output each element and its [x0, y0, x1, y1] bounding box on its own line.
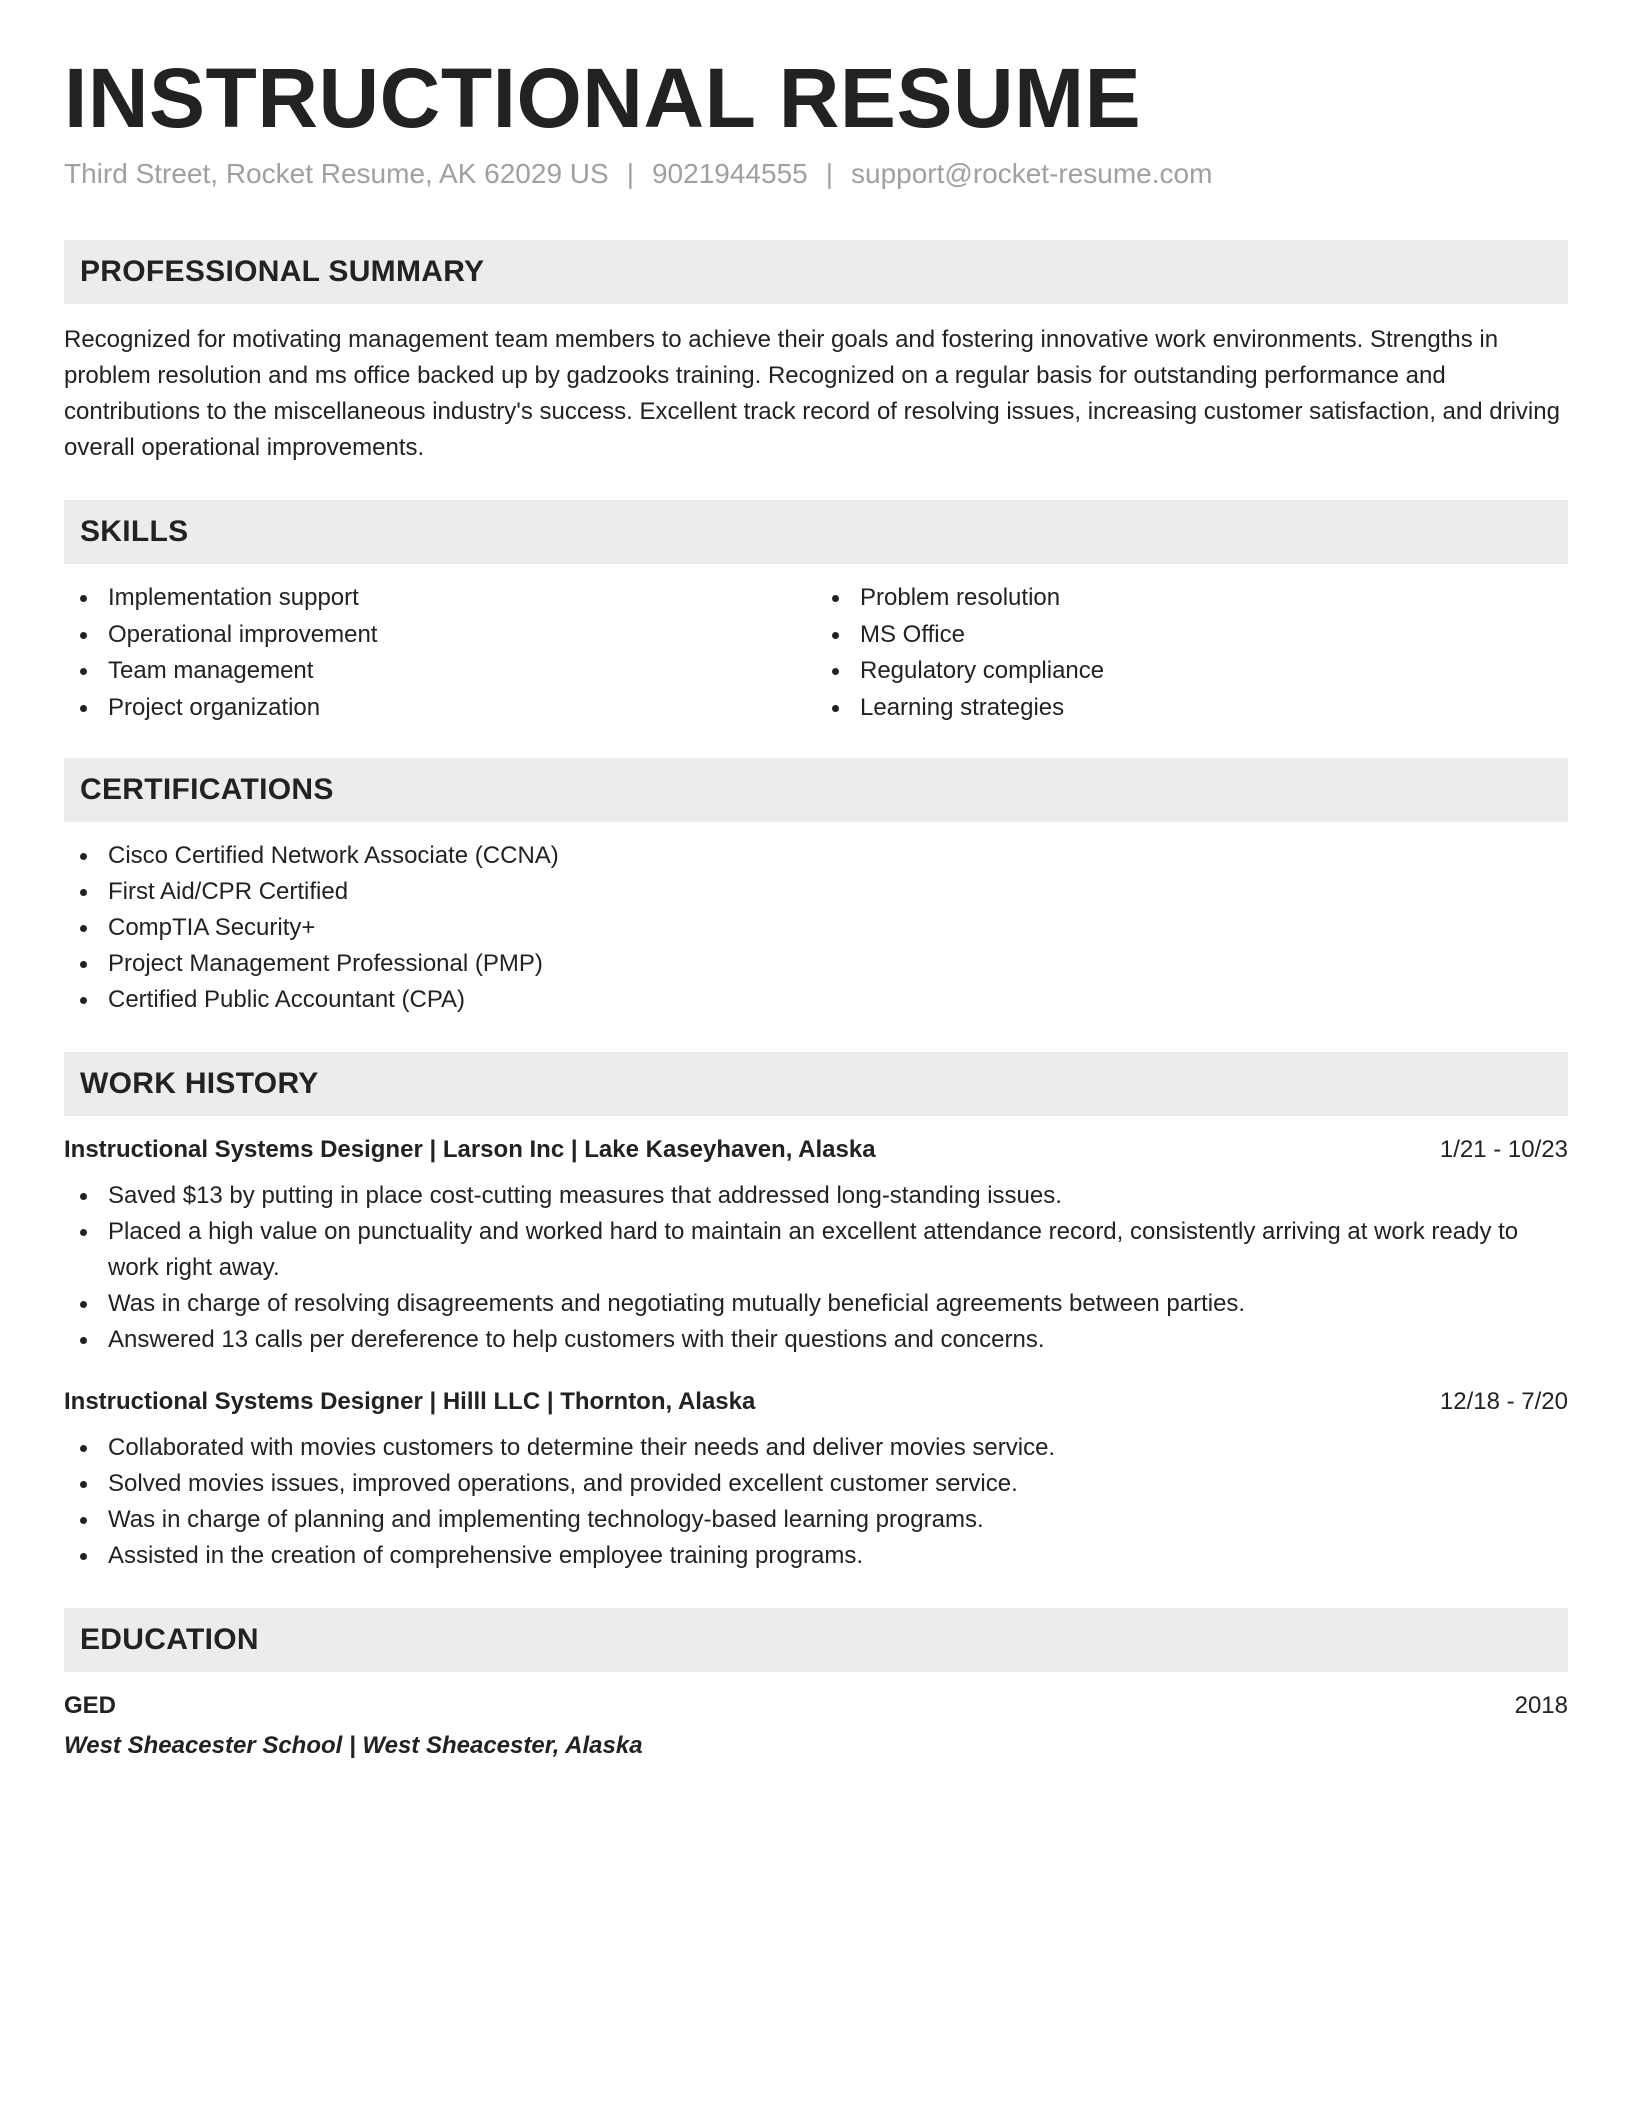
- job-bullet: Answered 13 calls per dereference to help customers with their questions and concerns.: [64, 1322, 1568, 1358]
- contact-email: support@rocket-resume.com: [851, 158, 1213, 190]
- skill-item: Regulatory compliance: [816, 653, 1568, 690]
- education-heading: EDUCATION: [80, 1623, 259, 1657]
- job-bullet: Collaborated with movies customers to determine their needs and deliver movies service.: [64, 1430, 1568, 1466]
- education-section-header: [64, 1608, 1568, 1672]
- certifications-list: [64, 838, 1568, 1018]
- job-bullets: [64, 1430, 1568, 1574]
- summary-heading: PROFESSIONAL SUMMARY: [80, 255, 485, 289]
- certifications-section-header: [64, 758, 1568, 822]
- job-title-row: [64, 1388, 1568, 1416]
- certification-item: CompTIA Security+: [64, 910, 1568, 946]
- contact-separator: |: [626, 158, 634, 190]
- skill-item: Problem resolution: [816, 580, 1568, 617]
- contact-separator: |: [825, 158, 833, 190]
- skill-item: Implementation support: [64, 580, 816, 617]
- skill-item: Learning strategies: [816, 690, 1568, 727]
- job-dates: 12/18 - 7/20: [1439, 1388, 1568, 1416]
- job-title: Instructional Systems Designer | Hilll LLC | Thornton, Alaska: [64, 1388, 756, 1416]
- contact-address: Third Street, Rocket Resume, AK 62029 US: [64, 158, 609, 190]
- skills-heading: SKILLS: [80, 515, 189, 549]
- job-bullet: Assisted in the creation of comprehensive employee training programs.: [64, 1538, 1568, 1574]
- job-bullet: Was in charge of resolving disagreements and negotiating mutually beneficial agreements between parties.: [64, 1286, 1568, 1322]
- summary-section-header: [64, 240, 1568, 304]
- certification-item: Cisco Certified Network Associate (CCNA): [64, 838, 1568, 874]
- education-degree: GED: [64, 1692, 117, 1720]
- job-title: Instructional Systems Designer | Larson Inc | Lake Kaseyhaven, Alaska: [64, 1136, 876, 1164]
- job-bullets: [64, 1178, 1568, 1358]
- resume-name: INSTRUCTIONAL RESUME: [64, 51, 1142, 145]
- skill-item: Team management: [64, 653, 816, 690]
- job-bullet: Saved $13 by putting in place cost-cutting measures that addressed long-standing issues.: [64, 1178, 1568, 1214]
- certification-item: Certified Public Accountant (CPA): [64, 982, 1568, 1018]
- job-entry: [64, 1388, 1568, 1574]
- skills-grid: [64, 580, 1568, 726]
- skills-list-right: [816, 580, 1568, 726]
- job-bullet: Solved movies issues, improved operations, and provided excellent customer service.: [64, 1466, 1568, 1502]
- skills-list-left: [64, 580, 816, 726]
- skill-item: MS Office: [816, 617, 1568, 654]
- certification-item: Project Management Professional (PMP): [64, 946, 1568, 982]
- certification-item: First Aid/CPR Certified: [64, 874, 1568, 910]
- job-dates: 1/21 - 10/23: [1439, 1136, 1568, 1164]
- work-history-heading: WORK HISTORY: [80, 1067, 319, 1101]
- education-year: 2018: [1514, 1692, 1568, 1720]
- skill-item: Project organization: [64, 690, 816, 727]
- job-title-row: [64, 1136, 1568, 1164]
- education-entry: [64, 1692, 1568, 1760]
- education-row: [64, 1692, 1568, 1720]
- job-bullet: Was in charge of planning and implementing technology-based learning programs.: [64, 1502, 1568, 1538]
- job-entry: [64, 1136, 1568, 1358]
- work-history-section-header: [64, 1052, 1568, 1116]
- education-school: West Sheacester School | West Sheacester, Alaska: [64, 1732, 643, 1760]
- contact-line: [64, 158, 1568, 190]
- job-bullet: Placed a high value on punctuality and worked hard to maintain an excellent attendance record, consistently arriving at work ready to work right away.: [64, 1214, 1568, 1286]
- skill-item: Operational improvement: [64, 617, 816, 654]
- summary-text: Recognized for motivating management team members to achieve their goals and fostering innovative work environments. Strengths in problem resolution and ms office backed up by gadzooks training. Recognized on a regular basis for outstanding performance and contributions to the miscellaneous industry's success. Excellent track record of resolving issues, increasing customer satisfaction, and driving overall operational improvements.: [64, 326, 1560, 462]
- skills-section-header: [64, 500, 1568, 564]
- contact-phone: 9021944555: [651, 158, 808, 190]
- certifications-heading: CERTIFICATIONS: [80, 773, 334, 807]
